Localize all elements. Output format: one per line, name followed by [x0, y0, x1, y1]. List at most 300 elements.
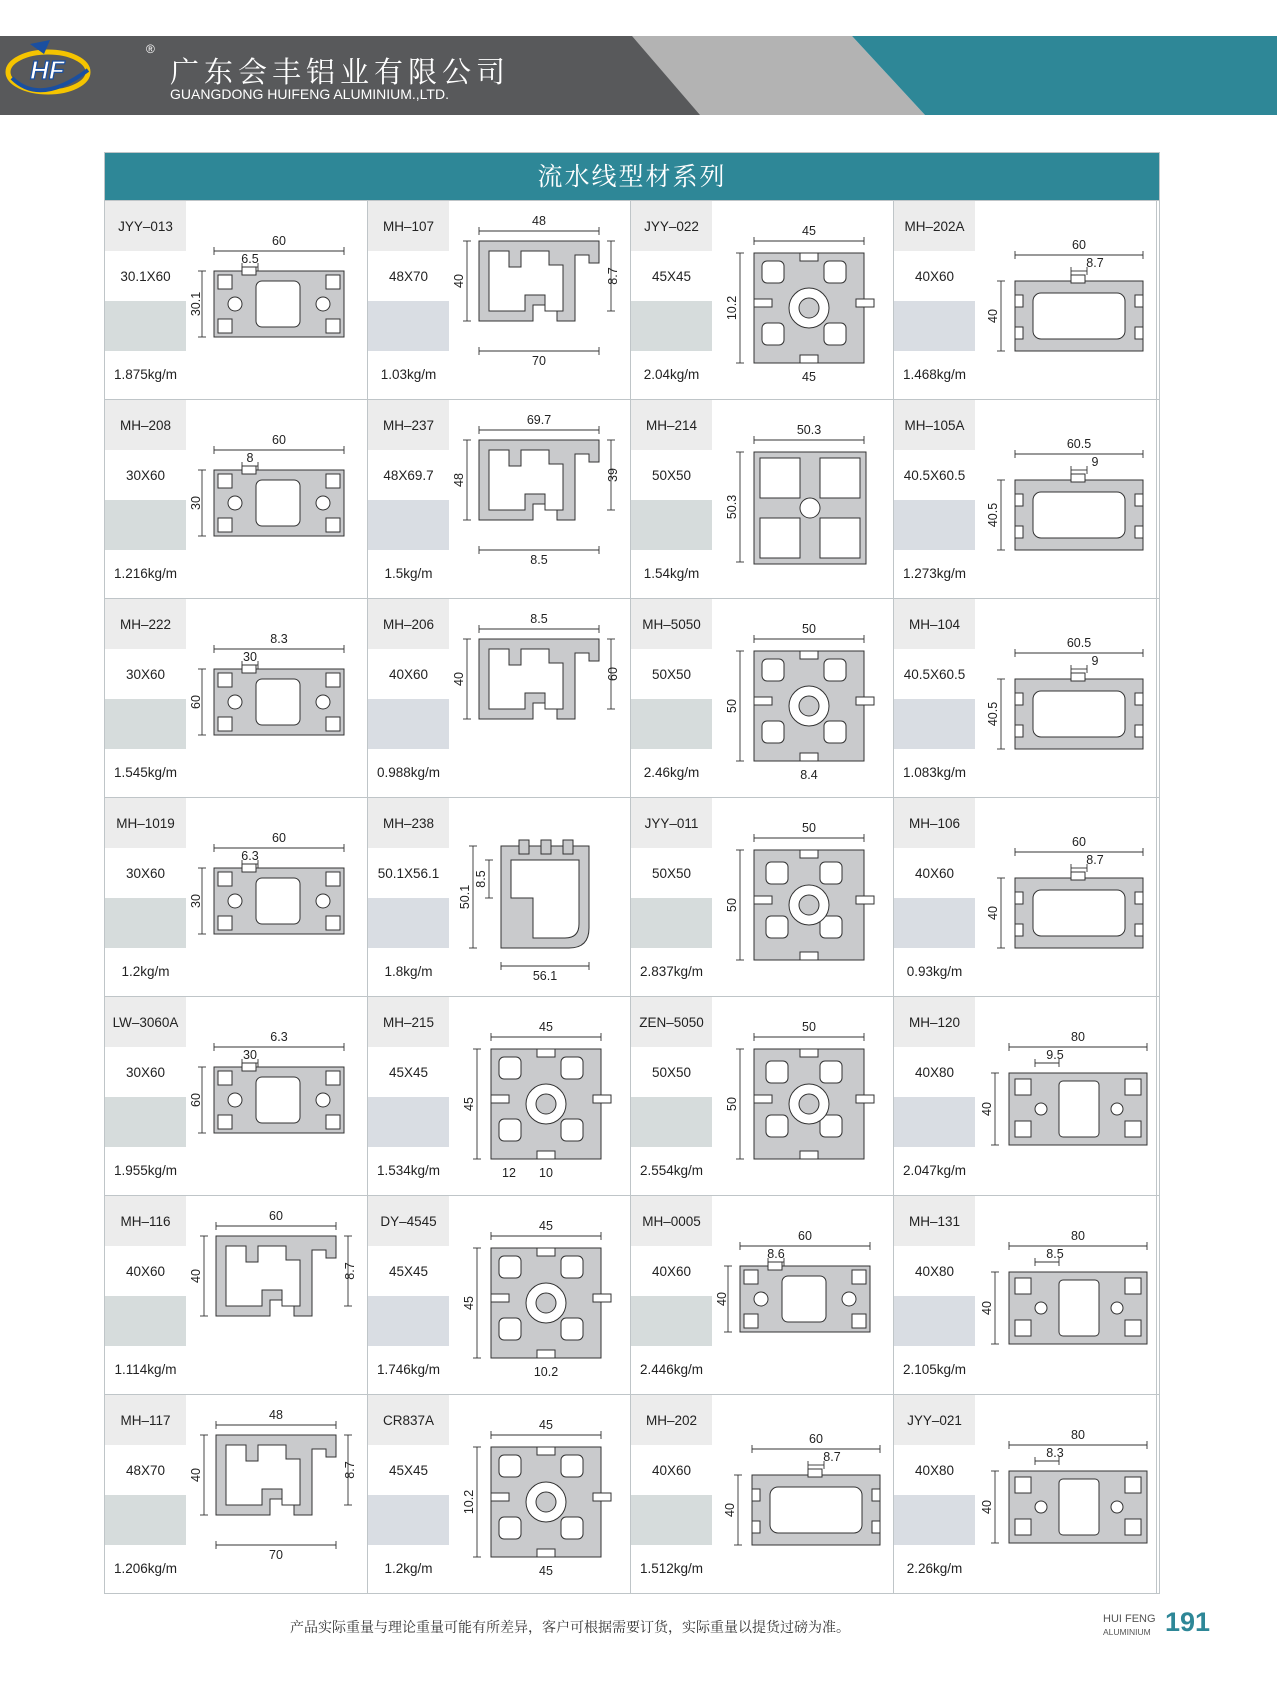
profile-cell [894, 997, 1157, 1196]
profile-code: JYY–013 [118, 219, 173, 234]
profile-drawing-area [975, 400, 1157, 598]
dimension-width: 60 [269, 1209, 283, 1223]
profile-section-drawing [740, 1262, 870, 1332]
profile-cell [368, 400, 631, 599]
profile-info-column [105, 1196, 186, 1394]
profile-cell [631, 599, 894, 798]
profile-section-drawing [491, 1447, 611, 1557]
profile-code: MH–105A [904, 418, 965, 433]
catalog-row [105, 996, 1159, 1195]
profile-weight: 1.114kg/m [114, 1362, 177, 1377]
profile-section-drawing [752, 1469, 880, 1545]
profile-size: 50X50 [651, 468, 692, 483]
dimension-width: 60 [272, 433, 286, 447]
profile-info-column [894, 798, 975, 996]
profile-cross-section [186, 1395, 368, 1593]
profile-cell [105, 1395, 368, 1594]
profile-size: 40X60 [388, 667, 429, 682]
dimension-height: 40 [452, 672, 466, 686]
dimension-width: 45 [539, 1020, 553, 1034]
profile-code: DY–4545 [380, 1214, 437, 1229]
info-band [368, 500, 449, 550]
profile-size: 48X70 [388, 269, 429, 284]
info-band [631, 1296, 712, 1346]
profile-cross-section [449, 1196, 631, 1394]
profile-code: MH–107 [382, 219, 435, 234]
profile-info-column [631, 1395, 712, 1593]
profile-size: 48X69.7 [383, 468, 434, 483]
profile-cross-section [449, 201, 631, 399]
dimension-slot: 8.7 [823, 1450, 841, 1464]
company-name-cn: 广东会丰铝业有限公司 [170, 55, 511, 89]
profile-code: MH–202 [645, 1413, 698, 1428]
dimension-width: 80 [1071, 1030, 1085, 1044]
profile-size: 48X70 [125, 1463, 166, 1478]
profile-weight: 1.216kg/m [113, 566, 178, 581]
registered-mark: ® [146, 42, 155, 56]
dimension-inner: 8.7 [343, 1461, 357, 1479]
dimension-height: 50 [725, 898, 739, 912]
profile-size: 40X60 [914, 866, 955, 881]
dimension-width: 60 [272, 234, 286, 248]
profile-weight: 1.273kg/m [902, 566, 967, 581]
profile-size: 30X60 [125, 1065, 166, 1080]
profile-section-drawing [754, 651, 874, 761]
dimension-detail: 45 [539, 1564, 553, 1578]
profile-code: MH–104 [908, 617, 961, 632]
dimension-height: 48 [452, 473, 466, 487]
dimension-height: 40 [980, 1500, 994, 1514]
dimension-width: 45 [539, 1418, 553, 1432]
dimension-height: 50.3 [725, 494, 739, 520]
profile-cross-section [712, 798, 894, 996]
profile-weight: 1.2kg/m [121, 964, 170, 979]
profile-code: JYY–011 [644, 816, 699, 831]
profile-size: 45X45 [651, 269, 692, 284]
dimension-height: 10.2 [462, 1489, 476, 1515]
profile-code: MH–117 [120, 1413, 171, 1428]
dimension-height: 30.1 [189, 291, 203, 317]
profile-weight: 2.04kg/m [643, 367, 700, 382]
profile-drawing-area [449, 798, 631, 996]
profile-cross-section [975, 997, 1157, 1195]
profile-cross-section [449, 400, 631, 598]
info-band [631, 301, 712, 351]
profile-weight: 1.2kg/m [384, 1561, 433, 1576]
dimension-slot: 8 [246, 451, 254, 465]
dimension-height: 45 [462, 1296, 476, 1310]
profile-section-drawing [1009, 1471, 1147, 1543]
profile-code: CR837A [382, 1413, 435, 1428]
info-band [894, 1296, 975, 1346]
dimension-detail: 8.4 [800, 768, 818, 782]
profile-info-column [368, 599, 449, 797]
dimension-height: 40 [980, 1301, 994, 1315]
profile-cell [631, 201, 894, 400]
profile-cross-section [186, 997, 368, 1195]
profile-drawing-area [712, 400, 894, 598]
profile-weight: 0.93kg/m [906, 964, 963, 979]
profile-info-column [368, 798, 449, 996]
profile-weight: 2.446kg/m [639, 1362, 704, 1377]
dimension-width: 8.5 [530, 612, 548, 626]
profile-info-column [368, 201, 449, 399]
catalog-row [105, 1195, 1159, 1394]
profile-drawing-area [186, 1196, 368, 1394]
profile-size: 50X50 [651, 667, 692, 682]
profile-size: 40X80 [914, 1264, 955, 1279]
profile-cell [894, 400, 1157, 599]
dimension-base: 70 [532, 354, 546, 368]
info-band [894, 898, 975, 948]
profile-info-column [631, 798, 712, 996]
profile-code: MH–120 [908, 1015, 961, 1030]
profile-weight: 1.5kg/m [384, 566, 433, 581]
profile-cell [894, 1395, 1157, 1594]
profile-section-drawing [214, 665, 344, 735]
profile-cell [105, 400, 368, 599]
profile-cell [368, 1395, 631, 1594]
dimension-width: 50 [802, 1020, 816, 1034]
profile-cell [631, 1395, 894, 1594]
profile-info-column [894, 1395, 975, 1593]
dimension-width: 48 [269, 1408, 283, 1422]
profile-section-drawing [479, 639, 599, 719]
dimension-detail: 12 [502, 1166, 516, 1180]
dimension-height: 40.5 [986, 502, 1000, 528]
profile-weight: 2.047kg/m [902, 1163, 967, 1178]
profile-info-column [368, 400, 449, 598]
profile-section-drawing [754, 850, 874, 960]
profile-drawing-area [449, 201, 631, 399]
profile-drawing-area [186, 997, 368, 1195]
profile-drawing-area [186, 798, 368, 996]
profile-weight: 2.554kg/m [639, 1163, 704, 1178]
profile-section-drawing [501, 840, 589, 948]
profile-size: 40.5X60.5 [903, 468, 966, 483]
dimension-height: 40 [986, 906, 1000, 920]
dimension-height: 60 [189, 695, 203, 709]
profile-info-column [894, 201, 975, 399]
profile-code: MH–238 [382, 816, 435, 831]
dimension-slot: 8.7 [1086, 853, 1104, 867]
profile-info-column [105, 798, 186, 996]
profile-drawing-area [186, 1395, 368, 1593]
profile-drawing-area [712, 201, 894, 399]
profile-cross-section [712, 599, 894, 797]
profile-section-drawing [214, 466, 344, 536]
dimension-height: 50 [725, 1097, 739, 1111]
dimension-slot: 6.3 [241, 849, 259, 863]
info-band [105, 500, 186, 550]
profile-drawing-area [975, 798, 1157, 996]
dimension-detail: 10.2 [533, 1365, 559, 1379]
profile-weight: 1.083kg/m [902, 765, 967, 780]
company-logo [0, 36, 100, 102]
profile-section-drawing [1015, 474, 1143, 550]
profile-drawing-area [975, 1395, 1157, 1593]
profile-code: ZEN–5050 [639, 1015, 704, 1030]
catalog-row [105, 598, 1159, 797]
dimension-inner: 60 [606, 667, 620, 681]
profile-size: 40X60 [651, 1463, 692, 1478]
profile-info-column [105, 400, 186, 598]
dimension-width: 60 [798, 1229, 812, 1243]
dimension-height: 30 [189, 496, 203, 510]
profile-section-drawing [214, 1063, 344, 1133]
page-header [0, 36, 1277, 115]
profile-drawing-area [449, 1395, 631, 1593]
profile-drawing-area [975, 201, 1157, 399]
dimension-inner: 39 [606, 468, 620, 482]
info-band [631, 1495, 712, 1545]
dimension-slot: 9 [1091, 455, 1099, 469]
profile-cell [368, 201, 631, 400]
profile-cell [894, 201, 1157, 400]
profile-code: MH–208 [119, 418, 172, 433]
dimension-slot: 9.5 [1046, 1048, 1064, 1062]
profile-info-column [105, 1395, 186, 1593]
profile-size: 40X60 [125, 1264, 166, 1279]
profile-weight: 1.746kg/m [376, 1362, 441, 1377]
dimension-inner: 8.7 [606, 267, 620, 285]
profile-drawing-area [449, 997, 631, 1195]
profile-drawing-area [712, 599, 894, 797]
dimension-width: 45 [802, 224, 816, 238]
profile-cross-section [975, 798, 1157, 996]
profile-info-column [368, 997, 449, 1195]
profile-code: MH–215 [382, 1015, 435, 1030]
profile-drawing-area [975, 1196, 1157, 1394]
profile-weight: 1.534kg/m [376, 1163, 441, 1178]
profile-size: 50X50 [651, 1065, 692, 1080]
profile-section-drawing [1015, 673, 1143, 749]
info-band [368, 1495, 449, 1545]
profile-info-column [631, 997, 712, 1195]
profile-section-drawing [214, 267, 344, 337]
dimension-width: 8.3 [270, 632, 288, 646]
profile-info-column [894, 400, 975, 598]
profile-code: MH–222 [119, 617, 172, 632]
info-band [368, 301, 449, 351]
info-band [368, 1296, 449, 1346]
profile-weight: 1.8kg/m [384, 964, 433, 979]
profile-size: 50X50 [651, 866, 692, 881]
dimension-height: 40 [452, 274, 466, 288]
catalog-title: 流水线型材系列 [105, 153, 1159, 200]
profile-cell [631, 400, 894, 599]
profile-size: 30X60 [125, 866, 166, 881]
profile-cross-section [975, 1395, 1157, 1593]
profile-cross-section [449, 798, 631, 996]
info-band [368, 1097, 449, 1147]
dimension-slot: 8.5 [1046, 1247, 1064, 1261]
dimension-height: 60 [189, 1093, 203, 1107]
profile-drawing-area [712, 997, 894, 1195]
profile-section-drawing [216, 1236, 336, 1316]
profile-drawing-area [449, 400, 631, 598]
info-band [105, 898, 186, 948]
profile-cross-section [712, 1196, 894, 1394]
profile-code: LW–3060A [112, 1015, 179, 1030]
dimension-width: 60 [809, 1432, 823, 1446]
profile-cross-section [449, 599, 631, 797]
profile-section-drawing [1009, 1073, 1147, 1145]
profile-weight: 1.54kg/m [643, 566, 700, 581]
profile-weight: 2.105kg/m [902, 1362, 967, 1377]
profile-cross-section [712, 201, 894, 399]
profile-section-drawing [491, 1248, 611, 1358]
profile-cell [105, 997, 368, 1196]
profile-section-drawing [479, 241, 599, 321]
footer-note: 产品实际重量与理论重量可能有所差异，客户可根据需要订货，实际重量以提货过磅为准。 [290, 1620, 850, 1636]
catalog-row [105, 797, 1159, 996]
profile-code: MH–0005 [642, 1214, 701, 1229]
dimension-width: 45 [539, 1219, 553, 1233]
profile-cell [368, 798, 631, 997]
info-band [105, 1097, 186, 1147]
dimension-width: 80 [1071, 1428, 1085, 1442]
profile-code: MH–214 [645, 418, 698, 433]
profile-cell [105, 201, 368, 400]
profile-cross-section [975, 201, 1157, 399]
profile-info-column [631, 201, 712, 399]
profile-drawing-area [449, 1196, 631, 1394]
dimension-width: 60.5 [1066, 437, 1092, 451]
info-band [894, 1097, 975, 1147]
profile-drawing-area [186, 599, 368, 797]
dimension-detail: 45 [802, 370, 816, 384]
dimension-width: 6.3 [270, 1030, 288, 1044]
profile-drawing-area [712, 1196, 894, 1394]
profile-weight: 2.837kg/m [639, 964, 704, 979]
profile-size: 40X60 [651, 1264, 692, 1279]
profile-section-drawing [1015, 872, 1143, 948]
info-band [368, 699, 449, 749]
info-band [105, 1296, 186, 1346]
profile-drawing-area [186, 400, 368, 598]
profile-weight: 1.955kg/m [113, 1163, 178, 1178]
profile-cross-section [712, 1395, 894, 1593]
profile-cross-section [186, 400, 368, 598]
dimension-height: 40 [723, 1503, 737, 1517]
dimension-slot: 30 [243, 650, 257, 664]
dimension-width: 60 [272, 831, 286, 845]
profile-drawing-area [449, 599, 631, 797]
profile-section-drawing [214, 864, 344, 934]
profile-cell [368, 599, 631, 798]
profile-section-drawing [1015, 275, 1143, 351]
info-band [894, 500, 975, 550]
profile-section-drawing [754, 452, 866, 564]
dimension-base: 70 [269, 1548, 283, 1562]
profile-code: MH–5050 [642, 617, 701, 632]
profile-cross-section [975, 400, 1157, 598]
profile-size: 40.5X60.5 [903, 667, 966, 682]
profile-info-column [368, 1196, 449, 1394]
info-band [105, 301, 186, 351]
dimension-height: 30 [189, 894, 203, 908]
dimension-width: 80 [1071, 1229, 1085, 1243]
profile-size: 30X60 [125, 468, 166, 483]
profile-cell [105, 1196, 368, 1395]
dimension-width: 69.7 [526, 413, 552, 427]
profile-cross-section [186, 599, 368, 797]
profile-cell [368, 1196, 631, 1395]
profile-code: MH–237 [382, 418, 435, 433]
dimension-height: 40 [980, 1102, 994, 1116]
profile-code: MH–131 [908, 1214, 961, 1229]
info-band [894, 699, 975, 749]
profile-info-column [631, 1196, 712, 1394]
info-band [368, 898, 449, 948]
profile-drawing-area [712, 1395, 894, 1593]
profile-weight: 1.206kg/m [113, 1561, 178, 1576]
profile-section-drawing [216, 1435, 336, 1515]
dimension-slot: 8.7 [1086, 256, 1104, 270]
profile-cell [894, 599, 1157, 798]
info-band [105, 1495, 186, 1545]
profile-cell [368, 997, 631, 1196]
profile-cross-section [449, 997, 631, 1195]
catalog-row [105, 399, 1159, 598]
dimension-height: 10.2 [725, 295, 739, 321]
svg-text:HF: HF [30, 55, 65, 85]
profile-info-column [894, 599, 975, 797]
profile-section-drawing [754, 1049, 874, 1159]
profile-info-column [894, 997, 975, 1195]
info-band [631, 500, 712, 550]
catalog-row [105, 200, 1159, 399]
profile-size: 40X80 [914, 1463, 955, 1478]
profile-info-column [105, 599, 186, 797]
info-band [894, 1495, 975, 1545]
profile-drawing-area [712, 798, 894, 996]
dimension-height: 40.5 [986, 701, 1000, 727]
profile-info-column [105, 201, 186, 399]
dimension-height: 40 [986, 309, 1000, 323]
profile-code: JYY–021 [907, 1413, 962, 1428]
profile-section-drawing [479, 440, 599, 520]
profile-info-column [894, 1196, 975, 1394]
profile-section-drawing [1009, 1272, 1147, 1344]
profile-code: MH–206 [382, 617, 435, 632]
profile-cell [894, 798, 1157, 997]
profile-cross-section [449, 1395, 631, 1593]
profile-size: 40X60 [914, 269, 955, 284]
profile-weight: 1.512kg/m [639, 1561, 704, 1576]
profile-cell [105, 798, 368, 997]
dimension-width: 50 [802, 821, 816, 835]
profile-size: 45X45 [388, 1264, 429, 1279]
dimension-width: 50 [802, 622, 816, 636]
profile-weight: 1.468kg/m [902, 367, 967, 382]
page-number: 191 [1165, 1607, 1211, 1637]
profile-drawing-area [975, 599, 1157, 797]
dimension-width: 48 [532, 214, 546, 228]
profile-cross-section [975, 599, 1157, 797]
profile-code: MH–106 [908, 816, 961, 831]
profile-drawing-area [975, 997, 1157, 1195]
dimension-slot: 30 [243, 1048, 257, 1062]
dimension-height: 50.1 [458, 884, 472, 910]
profile-cross-section [712, 997, 894, 1195]
dimension-height: 40 [189, 1269, 203, 1283]
dimension-inner: 8.7 [343, 1262, 357, 1280]
profile-cross-section [712, 400, 894, 598]
dimension-height: 40 [715, 1292, 729, 1306]
profile-cell [631, 1196, 894, 1395]
